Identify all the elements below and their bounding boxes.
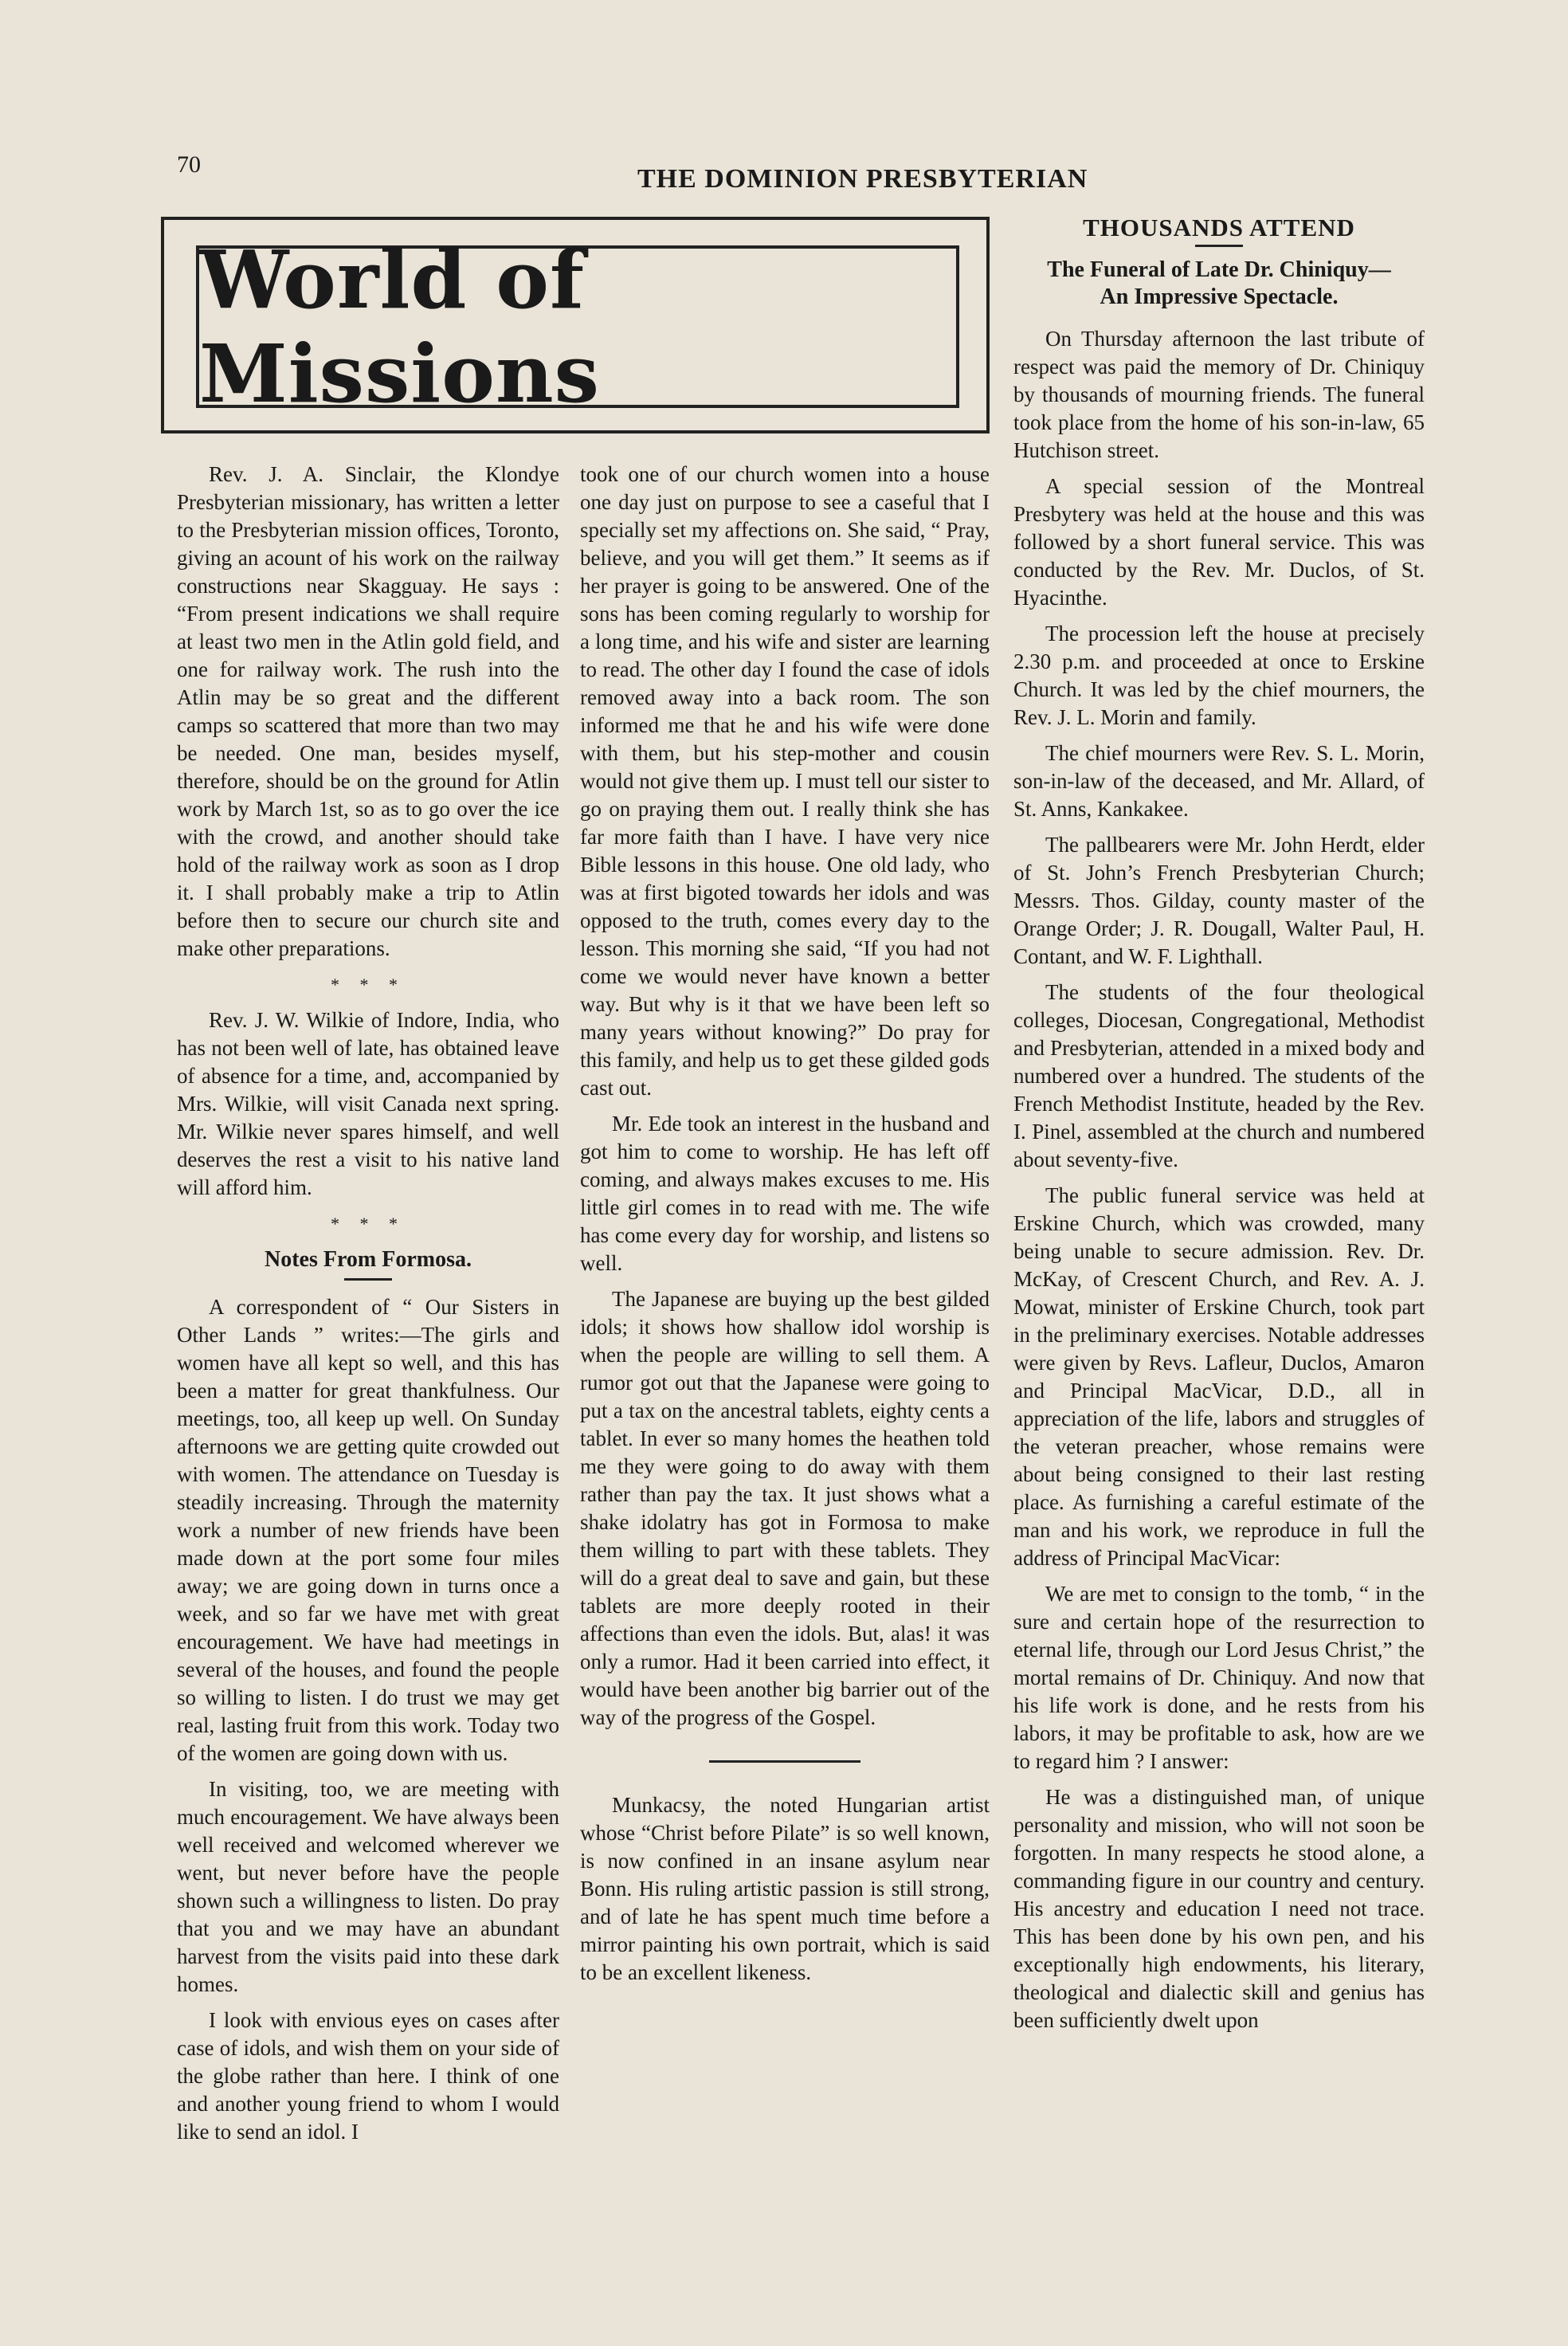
formosa-paragraph: I look with envious eyes on cases after case of idols, and wish them on your side of the globe rather than here. I think of one and another young friend to whom I would like to send an idol. I [177, 2008, 559, 2144]
formosa-paragraph: A correspondent of “ Our Sisters in Other Lands ” writes:—The girls and women have all kept so well, and this has been a matter for great thankfulness. Our meetings, too, all keep up well. On Sunday afternoons we are getting quite crowded out with women. The attendance on Tuesday is steadily increasing. Through the maternity work a number of new friends have been made down at the port some four miles away; we are going down in turns once a week, and so far we have met with great encouragement. We have had meetings in several of the houses, and found the people so willing to listen. I do trust we may get real, lasting fruit from this work. Today two of the women are going down with us. [177, 1295, 559, 1765]
masthead-title: World of Missions [199, 233, 600, 421]
funeral-paragraph: The students of the four theological colleges, Diocesan, Congregational, Methodist and Presbyterian, attended in a mixed body and numbered over a hundred. The students of the French Methodist Institute, headed by the Rev. I. Pinel, assembled at the church and numbered about seventy-five. [1013, 980, 1425, 1171]
article-munkacsy: Munkacsy, the noted Hungarian artist whose “Christ before Pilate” is so well known, is now confined in an insane asylum near Bonn. His ruling artistic passion is still strong, and of late he has spent much time before a mirror painting his own portrait, which is said to be an excellent likeness. [580, 1793, 990, 1984]
page-number: 70 [177, 151, 201, 178]
headline: THOUSANDS ATTEND [1083, 214, 1355, 241]
formosa-paragraph: took one of our church women into a house one day just on purpose to see a caseful that I specially set my affections on. She said, “ Pray, believe, and you will get them.” It seems as if her prayer is going to be answered. One of the sons has been coming regularly to worship for a long time, and his wife and sister are learning to read. The other day I found the case of idols removed away into a back room. The son informed me that he and his wife were done with them, but his step-mother and cousin would not give them up. I must tell our sister to go on praying them out. I really think she has far more faith than I have. I have very nice Bible lessons in this house. One old lady, who was at first bigoted towards her idols and was opposed to the truth, comes every day to the lesson. This morning she said, “If you had not come we would never have known a better way. But why is it that we have been left so many years without knowing?” Do pray for this family, and help us to get these gilded gods cast out. [580, 462, 990, 1100]
funeral-paragraph: A special session of the Montreal Presbytery was held at the house and this was followed by a short funeral service. This was conducted by the Rev. Mr. Duclos, of St. Hyacinthe. [1013, 474, 1425, 610]
separator-stars: * * * [331, 1214, 406, 1234]
column-2 [580, 461, 990, 1995]
column-3 [1013, 214, 1425, 2042]
formosa-subhead: Notes From Formosa. [265, 1247, 472, 1272]
article-sinclair: Rev. J. A. Sinclair, the Klondye Presbyterian missionary, has written a letter to the Presbyterian mission offices, Toronto, giving an acount of his work on the railway constructions near Skagguay. He says : “From present indications we shall require at least two men in the Atlin gold field, and one for railway work. The rush into the Atlin may be so great and the different camps so scattered that more than two may be needed. One man, besides myself, therefore, should be on the ground for Atlin work by March 1st, so as to go over the ice with the crowd, and another should take hold of the railway work as soon as I drop it. I shall probably make a trip to Atlin before then to secure our church site and make other preparations. [177, 462, 559, 960]
formosa-paragraph: In visiting, too, we are meeting with much encouragement. We have always been well received and welcomed wherever we went, but never before have the people shown such a willingness to listen. Do pray that you and we may have an abundant harvest from the visits paid into these dark homes. [177, 1777, 559, 1996]
running-head: THE DOMINION PRESBYTERIAN [637, 164, 1088, 194]
funeral-paragraph: The chief mourners were Rev. S. L. Morin, son-in-law of the deceased, and Mr. Allard, of St. Anns, Kankakee. [1013, 741, 1425, 821]
masthead-frame-inner [196, 233, 959, 421]
subheadline [1013, 257, 1425, 311]
separator-stars: * * * [331, 975, 406, 994]
funeral-paragraph: On Thursday afternoon the last tribute of respect was paid the memory of Dr. Chiniquy by thousands of mourning friends. The funeral took place from the home of his son-in-law, 65 Hutchison street. [1013, 327, 1425, 462]
column-1 [177, 461, 559, 2154]
funeral-paragraph: He was a distinguished man, of unique personality and mission, who will not soon be forgotten. In many respects he stood alone, a commanding figure in our country and century. His ancestry and education I need not trace. This has been done by his own pen, and his exceptionally high endowments, his literary, theological and dialectic skill and genius has been sufficiently dwelt upon [1013, 1785, 1425, 2032]
article-wilkie: Rev. J. W. Wilkie of Indore, India, who has not been well of late, has obtained leave of absence for a time, and, accompanied by Mrs. Wilkie, will visit Canada next spring. Mr. Wilkie never spares himself, and well deserves the rest a visit to his native land will afford him. [177, 1008, 559, 1199]
divider [344, 1278, 392, 1281]
funeral-paragraph: The pallbearers were Mr. John Herdt, elder of St. John’s French Presbyterian Church; Messrs. Thos. Gilday, county master of the Orange Order; J. R. Dougall, Walter Paul, H. Contant, and W. F. Lighthall. [1013, 833, 1425, 968]
funeral-paragraph: The public funeral service was held at Erskine Church, which was crowded, many being unable to secure admission. Rev. Dr. McKay, of Crescent Church, and Rev. A. J. Mowat, minister of Erskine Church, took part in the preliminary exercises. Notable addresses were given by Revs. Lafleur, Duclos, Amaron and Principal MacVicar, D.D., all in appreciation of the life, labors and struggles of the veteran preacher, whose remains were about being consigned to their last resting place. As furnishing a careful estimate of the man and his work, we reproduce in full the address of Principal MacVicar: [1013, 1183, 1425, 1570]
funeral-paragraph: We are met to consign to the tomb, “ in the sure and certain hope of the resurrection to eternal life, through our Lord Jesus Christ,” the mortal remains of Dr. Chiniquy. And now that his life work is done, and he rests from his labors, it may be profitable to ask, how are we to regard him ? I answer: [1013, 1582, 1425, 1773]
formosa-paragraph: The Japanese are buying up the best gilded idols; it shows how shallow idol worship is when the people are willing to sell them. A rumor got out that the Japanese were going to put a tax on the ancestral tablets, eighty cents a tablet. In ever so many homes the heathen told me they were going to do away with them rather than pay the tax. It just shows what a shake idolatry has got in Formosa to make them willing to part with these tablets. They will do a great deal to save and gain, but these tablets are more deeply rooted in their affections than even the idols. But, alas! it was only a rumor. Had it been carried into effect, it would have been another big barrier out of the way of the progress of the Gospel. [580, 1287, 990, 1729]
divider [709, 1760, 860, 1763]
formosa-paragraph: Mr. Ede took an interest in the husband and got him to come to worship. He has left off coming, and always makes excuses to me. His little girl comes in to read with me. The wife has come every day for worship, and listens so well. [580, 1112, 990, 1275]
divider [1195, 245, 1243, 247]
subheadline-line: An Impressive Spectacle. [1100, 284, 1339, 309]
funeral-paragraph: The procession left the house at precisely 2.30 p.m. and proceeded at once to Erskine Church. It was led by the chief mourners, the Rev. J. L. Morin and family. [1013, 622, 1425, 729]
subheadline-line: The Funeral of Late Dr. Chiniquy— [1047, 257, 1391, 282]
